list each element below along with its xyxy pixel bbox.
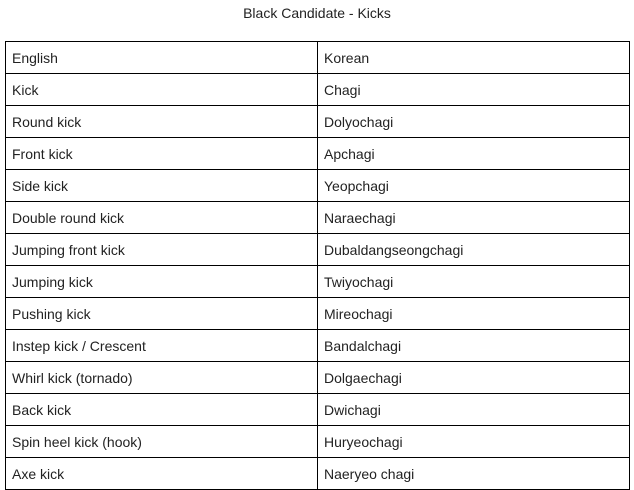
cell-korean: Bandalchagi bbox=[318, 330, 630, 362]
table-row bbox=[6, 106, 630, 138]
header-cell-english: English bbox=[6, 42, 318, 74]
table-row bbox=[6, 234, 630, 266]
table-body bbox=[6, 42, 630, 490]
cell-korean: Naeryeo chagi bbox=[318, 458, 630, 490]
header-cell-korean: Korean bbox=[318, 42, 630, 74]
cell-korean: Dwichagi bbox=[318, 394, 630, 426]
table-row bbox=[6, 298, 630, 330]
cell-english: Instep kick / Crescent bbox=[6, 330, 318, 362]
table-row bbox=[6, 362, 630, 394]
cell-english: Whirl kick (tornado) bbox=[6, 362, 318, 394]
cell-english: Jumping kick bbox=[6, 266, 318, 298]
cell-english: Round kick bbox=[6, 106, 318, 138]
table-row bbox=[6, 202, 630, 234]
cell-korean: Dubaldangseongchagi bbox=[318, 234, 630, 266]
table-row bbox=[6, 170, 630, 202]
cell-english: Double round kick bbox=[6, 202, 318, 234]
cell-english: Kick bbox=[6, 74, 318, 106]
cell-english: Side kick bbox=[6, 170, 318, 202]
cell-korean: Apchagi bbox=[318, 138, 630, 170]
table-row bbox=[6, 458, 630, 490]
kicks-table bbox=[5, 41, 630, 490]
cell-english: Spin heel kick (hook) bbox=[6, 426, 318, 458]
cell-english: Jumping front kick bbox=[6, 234, 318, 266]
cell-korean: Dolyochagi bbox=[318, 106, 630, 138]
table-row bbox=[6, 74, 630, 106]
cell-english: Front kick bbox=[6, 138, 318, 170]
table-row bbox=[6, 138, 630, 170]
cell-korean: Mireochagi bbox=[318, 298, 630, 330]
cell-korean: Huryeochagi bbox=[318, 426, 630, 458]
table-row bbox=[6, 394, 630, 426]
cell-english: Pushing kick bbox=[6, 298, 318, 330]
cell-korean: Chagi bbox=[318, 74, 630, 106]
table-row bbox=[6, 266, 630, 298]
cell-korean: Twiyochagi bbox=[318, 266, 630, 298]
table-row bbox=[6, 426, 630, 458]
table-header-row bbox=[6, 42, 630, 74]
cell-korean: Naraechagi bbox=[318, 202, 630, 234]
cell-korean: Dolgaechagi bbox=[318, 362, 630, 394]
document-title: Black Candidate - Kicks bbox=[243, 5, 391, 21]
cell-english: Axe kick bbox=[6, 458, 318, 490]
cell-korean: Yeopchagi bbox=[318, 170, 630, 202]
cell-english: Back kick bbox=[6, 394, 318, 426]
table-row bbox=[6, 330, 630, 362]
